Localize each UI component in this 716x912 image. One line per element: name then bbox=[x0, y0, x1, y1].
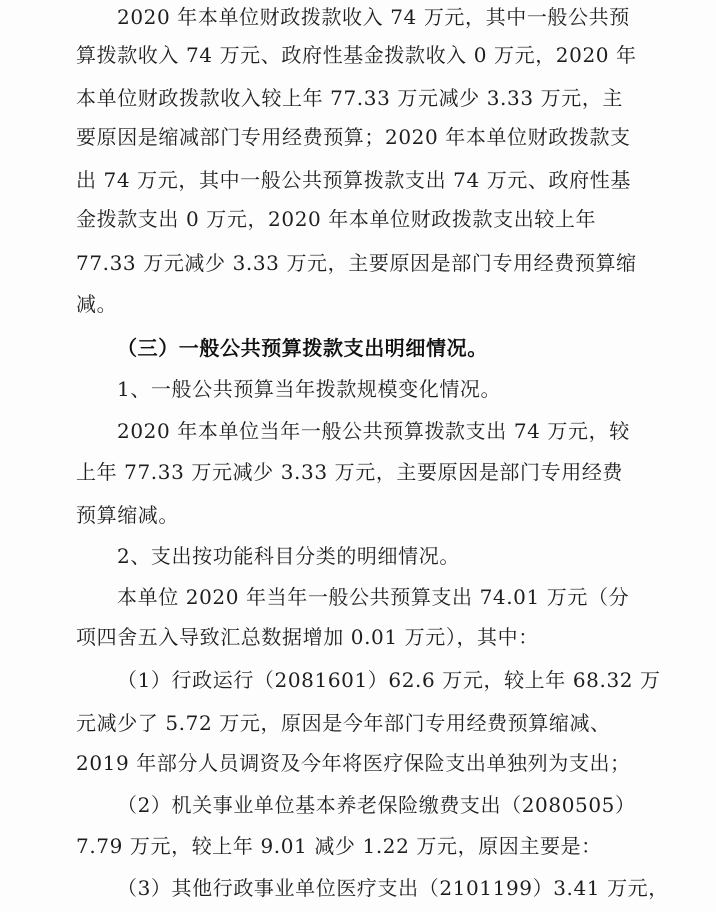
entry-line: （2）机关事业单位基本养老保险缴费支出（2080505） bbox=[117, 793, 636, 817]
paragraph-line: 本单位财政拨款收入较上年 77.33 万元减少 3.33 万元，主 bbox=[76, 86, 624, 110]
paragraph-line: 项四舍五入导致汇总数据增加 0.01 万元），其中： bbox=[76, 625, 539, 649]
paragraph-line: 2020 年本单位财政拨款收入 74 万元，其中一般公共预 bbox=[117, 5, 630, 29]
paragraph-line: 预算缩减。 bbox=[76, 503, 179, 527]
paragraph-line: 2020 年本单位当年一般公共预算拨款支出 74 万元，较 bbox=[117, 419, 630, 443]
entry-line: 7.79 万元，较上年 9.01 减少 1.22 万元，原因主要是： bbox=[76, 834, 602, 858]
paragraph-line: 算拨款收入 74 万元、政府性基金拨款收入 0 万元，2020 年 bbox=[76, 43, 637, 67]
paragraph-line: 金拨款支出 0 万元，2020 年本单位财政拨款支出较上年 bbox=[76, 207, 597, 231]
item-title: 1、一般公共预算当年拨款规模变化情况。 bbox=[117, 377, 502, 401]
item-title: 2、支出按功能科目分类的明细情况。 bbox=[117, 544, 460, 568]
paragraph-line: 减。 bbox=[76, 292, 118, 316]
entry-line: （3）其他行政事业单位医疗支出（2101199）3.41 万元， bbox=[117, 876, 669, 900]
paragraph-line: 上年 77.33 万元减少 3.33 万元，主要原因是部门专用经费 bbox=[76, 460, 624, 484]
section-heading: （三）一般公共预算拨款支出明细情况。 bbox=[117, 336, 488, 360]
paragraph-line: 要原因是缩减部门专用经费预算；2020 年本单位财政拨款支 bbox=[76, 125, 631, 149]
entry-line: 元减少了 5.72 万元，原因是今年部门专用经费预算缩减、 bbox=[76, 711, 611, 735]
entry-line: 2019 年部分人员调资及今年将医疗保险支出单独列为支出； bbox=[76, 751, 631, 775]
paragraph-line: 77.33 万元减少 3.33 万元，主要原因是部门专用经费预算缩 bbox=[76, 251, 637, 275]
paragraph-line: 本单位 2020 年当年一般公共预算支出 74.01 万元（分 bbox=[117, 585, 630, 609]
paragraph-line: 出 74 万元，其中一般公共预算拨款支出 74 万元、政府性基 bbox=[76, 168, 631, 192]
entry-line: （1）行政运行（2081601）62.6 万元，较上年 68.32 万 bbox=[117, 668, 661, 692]
